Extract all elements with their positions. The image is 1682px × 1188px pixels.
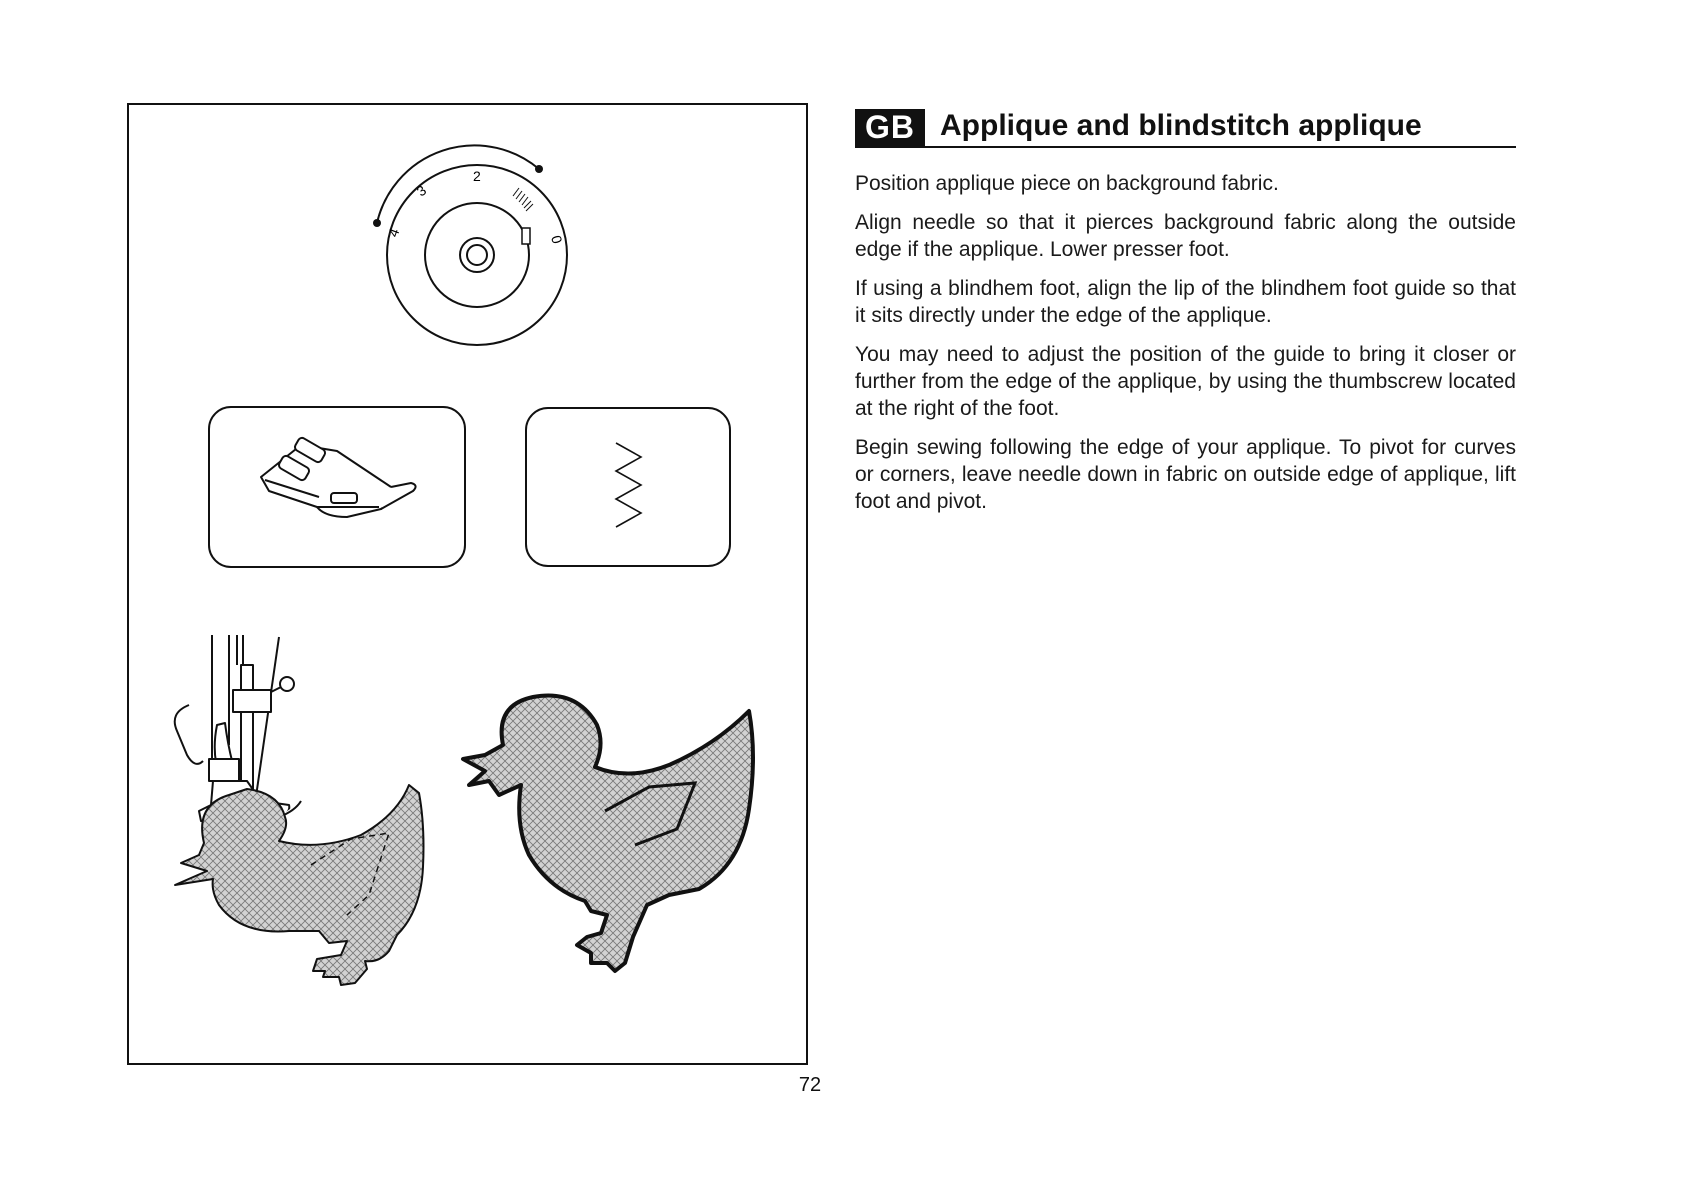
stitch-dial-icon: [373, 145, 567, 345]
instruction-paragraph: If using a blindhem foot, align the lip of the blindhem foot guide so that it sits directly under the edge of the applique.: [855, 277, 1516, 327]
page-title: Applique and blindstitch applique: [940, 109, 1422, 142]
instruction-paragraph: Align needle so that it pierces background fabric along the outside edge if the applique. Lower presser foot.: [855, 211, 1516, 261]
instruction-paragraph: Position applique piece on background fabric.: [855, 172, 1279, 195]
instruction-paragraph: Begin sewing following the edge of your applique. To pivot for curves or corners, leave needle down in fabric on outside edge of applique, lift foot and pivot.: [855, 436, 1516, 513]
dial-number-2: 2: [473, 168, 481, 184]
instruction-paragraph: You may need to adjust the position of the guide to bring it closer or further from the edge of the applique, by using the thumbscrew located at the right of the foot.: [855, 343, 1516, 420]
duck-applique-icon-finished: [463, 696, 753, 971]
stitch-pattern-box: [526, 408, 730, 566]
dial-number-4: 4: [384, 226, 403, 240]
dial-number-3: 3: [413, 181, 430, 200]
illustration-panel: [127, 103, 808, 1065]
illustration-svg: [129, 105, 806, 1063]
language-badge: GB: [855, 109, 925, 146]
page-number: 72: [798, 1074, 822, 1096]
duck-applique-icon: [175, 785, 424, 985]
instructions: [855, 170, 1516, 527]
dial-number-0: 0: [548, 233, 566, 246]
section-heading: [855, 106, 1516, 148]
